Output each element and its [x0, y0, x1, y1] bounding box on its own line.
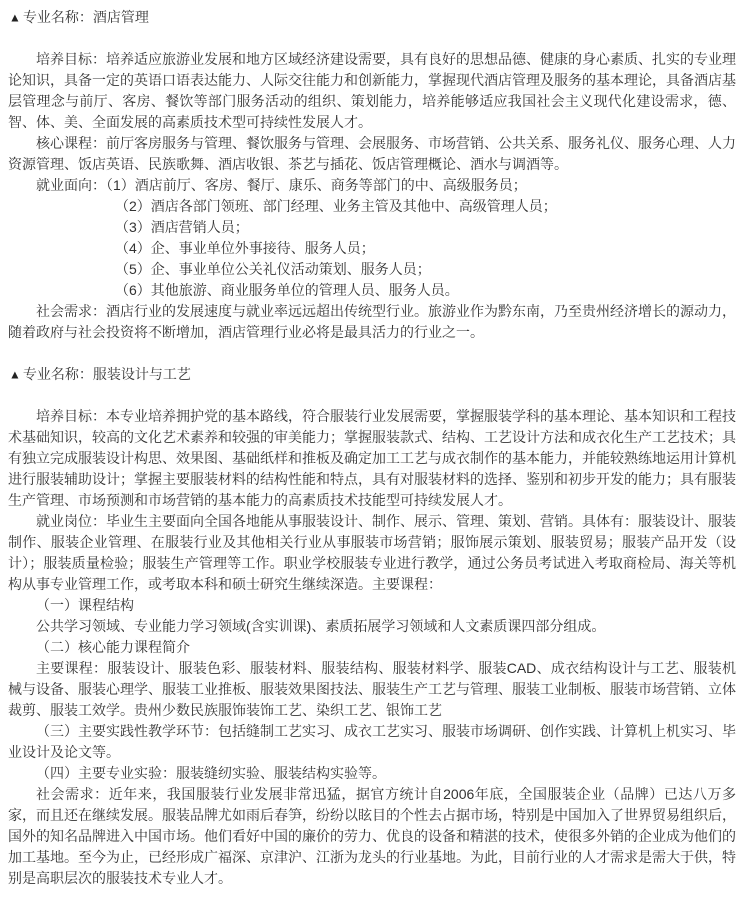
- social-demand-paragraph: 社会需求：酒店行业的发展速度与就业率远远超出传统型行业。旅游业作为黔东南，乃至贵州经济增长的源动力，随着政府与社会投资将不断增加，酒店管理行业必将是最具活力的行业之一。: [8, 303, 736, 340]
- employment-item-4: （4）企、事业单位外事接待、服务人员；: [115, 240, 375, 256]
- section-hotel-management: [8, 7, 736, 343]
- curriculum-item4-line: （四）主要专业实验：服装缝纫实验、服装结构实验等。: [36, 765, 386, 781]
- curriculum-item2-heading: （二）核心能力课程简介: [36, 639, 190, 655]
- section-separator-blank-line: [8, 343, 736, 364]
- core-courses-paragraph: 核心课程：前厅客房服务与管理、餐饮服务与管理、会展服务、市场营销、公共关系、服务礼仪、服务心理、人力资源管理、饭店英语、民族歌舞、酒店收银、茶艺与插花、饭店管理概论、酒水与调酒等。: [8, 135, 736, 172]
- blank-line: [8, 385, 736, 406]
- employment-item-3: （3）酒店营销人员；: [115, 219, 249, 235]
- training-objective-paragraph: 培养目标：培养适应旅游业发展和地方区域经济建设需要，具有良好的思想品德、健康的身心素质、扎实的专业理论知识，具备一定的英语口语表达能力、人际交往能力和创新能力，掌握现代酒店管理及服务的基本理论，具备酒店基层管理念与前厅、客房、餐饮等部门服务活动的组织、策划能力，培养能够适应我国社会主义现代化建设需求，德、智、体、美、全面发展的高素质技术型可持续性发展人才。: [8, 51, 736, 130]
- section-title-text: 专业名称：酒店管理: [22, 9, 149, 25]
- curriculum-item3-line: （三）主要实践性教学环节：包括缝制工艺实习、成衣工艺实习、服装市场调研、创作实践、计算机上机实习、毕业设计及论文等。: [8, 723, 736, 760]
- section-fashion-design: [8, 364, 736, 889]
- social-demand-paragraph: 社会需求：近年来，我国服装行业发展非常迅猛，据官方统计自2006年底，全国服装企业（品牌）已达八万多家，而且还在继续发展。服装品牌尤如雨后春笋，纷纷以眩目的个性去占据市场，特别是中国加入了世界贸易组织后，国外的知名品牌进入中国市场。他们看好中国的廉价的劳力、优良的设备和精湛的技术，使很多外销的企业成为他们的加工基地。至今为止，已经形成广福深、京津沪、江浙为龙头的行业基地。为此，目前行业的人才需求是需大于供，特别是高职层次的服装技术专业人才。: [8, 786, 736, 886]
- employment-positions-paragraph: 就业岗位：毕业生主要面向全国各地能从事服装设计、制作、展示、管理、策划、营销。具体有：服装设计、服装制作、服装企业管理、在服装行业及其他相关行业从事服装市场营销；服饰展示策划、服装贸易；服装产品开发（设计）；服装质量检验；服装生产管理等工作。职业学校服装专业进行教学，通过公务员考试进入考取商检局、海关等机构从事专业管理工作，或考取本科和硕士研究生继续深造。主要课程：: [8, 513, 736, 592]
- curriculum-item1-heading: （一）课程结构: [36, 597, 134, 613]
- employment-direction-lead-line: 就业面向：（1）酒店前厅、客房、餐厅、康乐、商务等部门的中、高级服务员；: [36, 177, 527, 193]
- employment-item-5: （5）企、事业单位公关礼仪活动策划、服务人员；: [115, 261, 431, 277]
- section-title-text: 专业名称：服装设计与工艺: [22, 366, 191, 382]
- section-title-fashion: [8, 364, 736, 385]
- blank-line: [8, 28, 736, 49]
- employment-item-2: （2）酒店各部门领班、部门经理、业务主管及其他中、高级管理人员；: [115, 198, 557, 214]
- curriculum-item2-body: 主要课程：服装设计、服装色彩、服装材料、服装结构、服装材料学、服装CAD、成衣结构设计与工艺、服装机械与设备、服装心理学、服装工业推板、服装效果图技法、服装生产工艺与管理、服装工业制板、服装市场营销、立体裁剪、服装工效学。贵州少数民族服饰装饰工艺、染织工艺、银饰工艺: [8, 660, 736, 718]
- triangle-bullet-icon: ▲: [9, 367, 21, 381]
- triangle-bullet-icon: ▲: [9, 10, 21, 24]
- training-objective-paragraph: 培养目标：本专业培养拥护党的基本路线，符合服装行业发展需要，掌握服装学科的基本理论、基本知识和工程技术基础知识，较高的文化艺术素养和较强的审美能力；掌握服装款式、结构、工艺设计方法和成衣化生产工艺技术；具有独立完成服装设计构思、效果图、基础纸样和推板及确定加工工艺与成衣制作的基本能力，并能较熟练地运用计算机进行服装辅助设计；掌握主要服装材料的结构性能和特点，具有对服装材料的选择、鉴别和初步开发的能力；具有服装生产管理、市场预测和市场营销的基本能力的高素质技术技能型可持续发展人才。: [8, 408, 736, 508]
- employment-item-6: （6）其他旅游、商业服务单位的管理人员、服务人员。: [115, 282, 459, 298]
- section-title-hotel: [8, 7, 736, 28]
- curriculum-item1-body: 公共学习领域、专业能力学习领域(含实训课)、素质拓展学习领域和人文素质课四部分组成。: [36, 618, 606, 634]
